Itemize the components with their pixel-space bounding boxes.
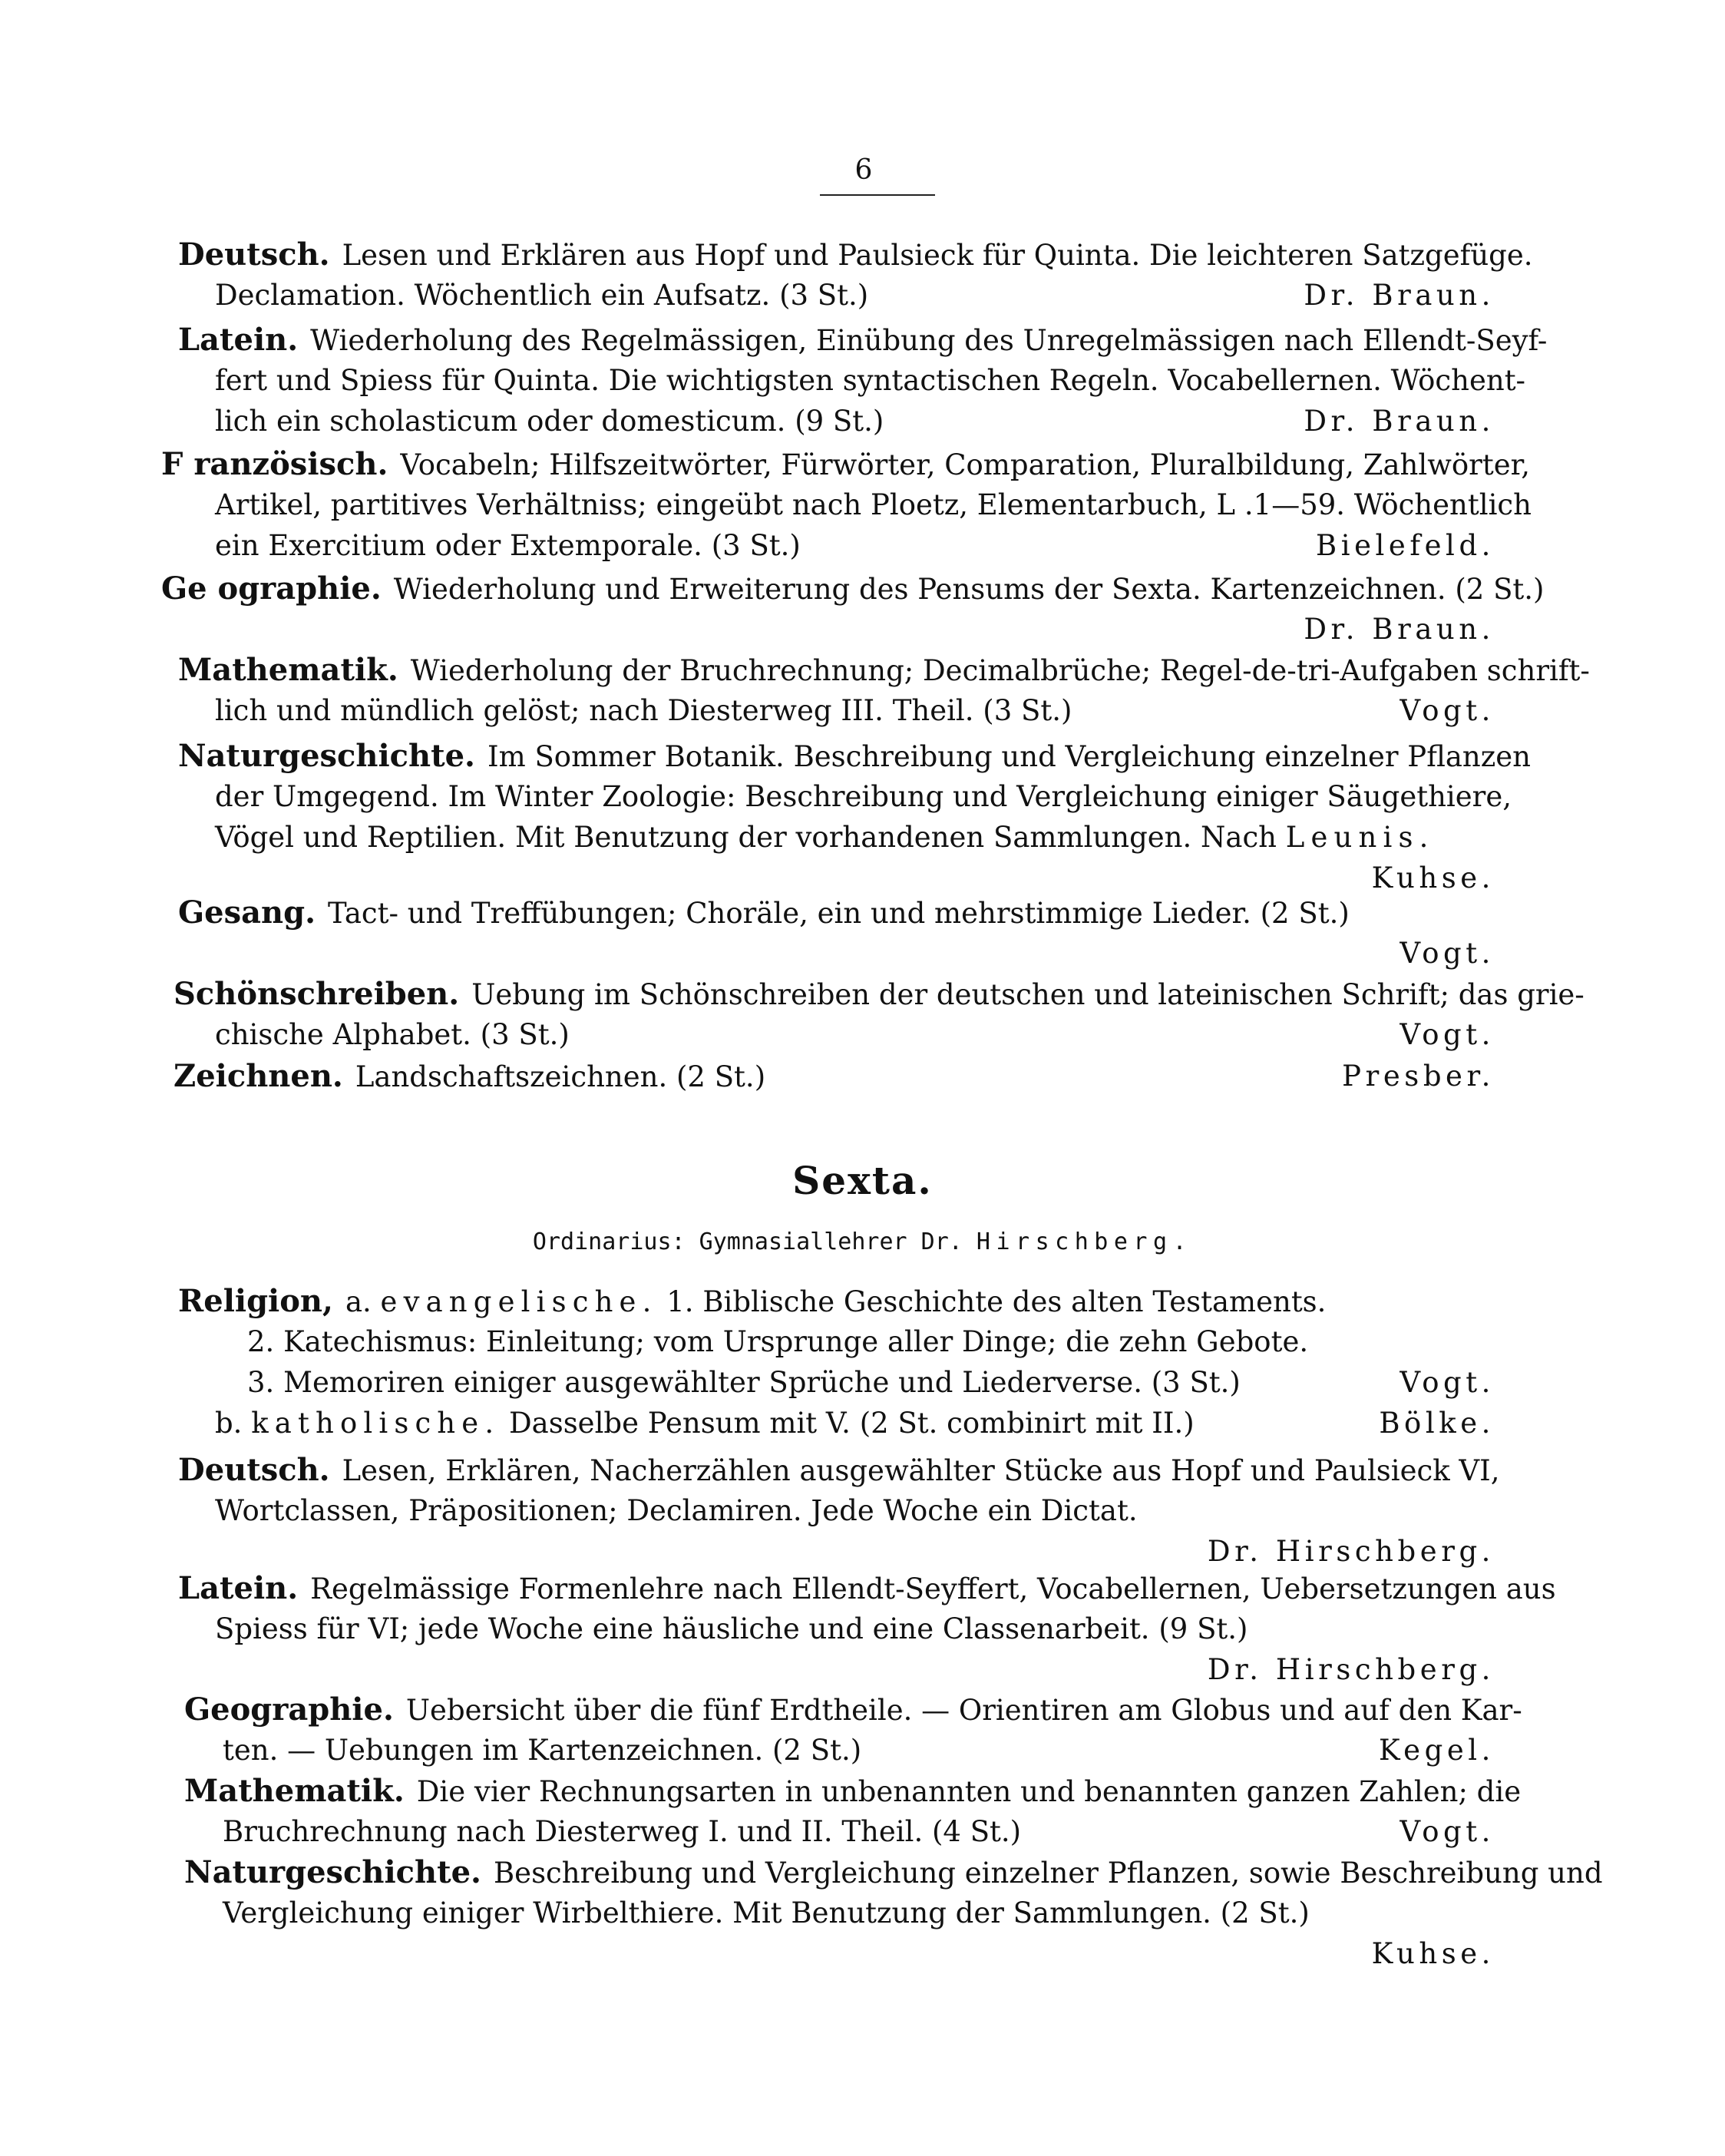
subject-title: Naturgeschichte. <box>184 1854 481 1890</box>
subject-title: Religion, <box>178 1283 333 1319</box>
entry-sexta-latein <box>178 1568 1583 1690</box>
teacher-name: Vogt. <box>1399 937 1495 970</box>
entry-text: Landschaftszeichnen. (2 St.) <box>355 1060 766 1093</box>
teacher-name: Kuhse. <box>1371 1937 1495 1970</box>
entry-quinta-franzoesisch <box>161 444 1566 566</box>
religion-kind: evangelische. <box>380 1285 658 1318</box>
author-name: Leunis. <box>1285 821 1435 854</box>
entry-sexta-deutsch <box>178 1450 1583 1572</box>
teacher-name: Bielefeld. <box>1315 529 1495 562</box>
entry-text: Regelmässige Formenlehre nach Ellendt-Seyffert, Vocabellernen, Uebersetzungen aus <box>310 1572 1556 1605</box>
entry-quinta-mathematik <box>178 650 1590 731</box>
entry-text: Declamation. Wöchentlich ein Aufsatz. (3 St.) <box>215 279 869 312</box>
entry-quinta-zeichnen <box>173 1056 1578 1096</box>
entry-text: lich ein scholasticum oder domesticum. (9 St.) <box>215 405 884 438</box>
entry-text: Wiederholung des Regelmässigen, Einübung des Unregelmässigen nach Ellendt-Seyf- <box>310 324 1548 357</box>
subject-title: Latein. <box>178 1570 299 1606</box>
subject-title: F ranzösisch. <box>161 446 388 482</box>
teacher-name: Dr. Hirschberg. <box>1207 1653 1495 1686</box>
teacher-name: Vogt. <box>1399 1366 1495 1399</box>
entry-quinta-schoenschreiben <box>173 974 1585 1055</box>
subject-title: Geographie. <box>184 1691 394 1728</box>
teacher-name: Dr. Braun. <box>1304 279 1495 312</box>
entry-quinta-naturgeschichte <box>178 736 1583 898</box>
teacher-name: Vogt. <box>1399 694 1495 727</box>
ordinarius-name: Hirschberg. <box>976 1228 1193 1255</box>
entry-sexta-mathematik <box>184 1771 1589 1852</box>
entry-text: Bruchrechnung nach Diesterweg I. und II. Theil. (4 St.) <box>223 1815 1022 1848</box>
subject-title: Zeichnen. <box>173 1058 343 1094</box>
entry-text: Die vier Rechnungsarten in unbenannten und benannten ganzen Zahlen; die <box>416 1775 1522 1808</box>
teacher-name: Presber. <box>1342 1060 1495 1093</box>
entry-text: Lesen, Erklären, Nacherzählen ausgewählter Stücke aus Hopf und Paulsieck VI, <box>342 1454 1500 1487</box>
entry-text: ten. — Uebungen im Kartenzeichnen. (2 St.) <box>223 1734 862 1767</box>
entry-text: Beschreibung und Vergleichung einzelner Pflanzen, sowie Beschreibung und <box>493 1857 1603 1890</box>
teacher-name: Vogt. <box>1399 1018 1495 1051</box>
entry-text: fert und Spiess für Quinta. Die wichtigsten syntactischen Regeln. Vocabellernen. Wöchent- <box>215 364 1526 397</box>
entry-text: 3. Memoriren einiger ausgewählter Sprüche und Liederverse. (3 St.) <box>247 1366 1241 1399</box>
entry-text: lich und mündlich gelöst; nach Diesterweg III. Theil. (3 St.) <box>215 694 1072 727</box>
subject-title: Deutsch. <box>178 236 330 273</box>
teacher-name: Bölke. <box>1379 1407 1495 1440</box>
teacher-name: Dr. Braun. <box>1304 613 1495 646</box>
entry-sexta-naturgeschichte <box>184 1852 1603 1974</box>
entry-text: chische Alphabet. (3 St.) <box>215 1018 570 1051</box>
entry-quinta-geographie <box>161 568 1566 650</box>
religion-kind: katholische. <box>251 1407 501 1440</box>
subject-title: Gesang. <box>178 894 316 931</box>
entry-text: ein Exercitium oder Extemporale. (3 St.) <box>215 529 801 562</box>
religion-part-label: a. <box>345 1285 372 1318</box>
entry-text: Dasselbe Pensum mit V. (2 St. combinirt mit II.) <box>508 1407 1195 1440</box>
subject-title: Schönschreiben. <box>173 976 460 1012</box>
ordinarius-line <box>0 1227 1725 1258</box>
entry-text: Uebung im Schönschreiben der deutschen und lateinischen Schrift; das grie- <box>471 978 1585 1011</box>
subject-title: Deutsch. <box>178 1452 330 1488</box>
entry-text: Vocabeln; Hilfszeitwörter, Fürwörter, Comparation, Pluralbildung, Zahlwörter, <box>400 448 1530 481</box>
teacher-name: Kuhse. <box>1371 861 1495 894</box>
entry-quinta-gesang <box>178 892 1583 974</box>
entry-quinta-deutsch <box>178 234 1583 316</box>
teacher-name: Dr. Hirschberg. <box>1207 1535 1495 1568</box>
teacher-name: Dr. Braun. <box>1304 405 1495 438</box>
entry-text: Spiess für VI; jede Woche eine häusliche und eine Classenarbeit. (9 St.) <box>215 1612 1248 1645</box>
entry-text: Lesen und Erklären aus Hopf und Paulsieck für Quinta. Die leichteren Satzgefüge. <box>342 239 1533 272</box>
entry-sexta-geographie <box>184 1689 1589 1771</box>
entry-text: 2. Katechismus: Einleitung; vom Ursprunge aller Dinge; die zehn Gebote. <box>247 1325 1309 1358</box>
entry-text: Artikel, partitives Verhältniss; eingeübt nach Ploetz, Elementarbuch, L .1—59. Wöchentlich <box>215 488 1532 521</box>
subject-title: Ge ographie. <box>161 570 382 607</box>
teacher-name: Vogt. <box>1399 1815 1495 1848</box>
subject-title: Latein. <box>178 322 299 358</box>
page-number-rule <box>820 194 935 196</box>
entry-text: Wortclassen, Präpositionen; Declamiren. Jede Woche ein Dictat. <box>215 1494 1138 1527</box>
page-number: 6 <box>854 154 873 186</box>
entry-text: 1. Biblische Geschichte des alten Testaments. <box>666 1285 1327 1318</box>
ordinarius-label: Ordinarius: Gymnasiallehrer Dr. <box>532 1228 963 1255</box>
entry-quinta-latein <box>178 319 1583 441</box>
entry-text: Wiederholung der Bruchrechnung; Decimalbrüche; Regel-de-tri-Aufgaben schrift- <box>410 654 1590 687</box>
entry-text: Tact- und Treffübungen; Choräle, ein und mehrstimmige Lieder. (2 St.) <box>328 897 1350 930</box>
section-heading-sexta: Sexta. <box>792 1158 933 1203</box>
entry-text: Uebersicht über die fünf Erdtheile. — Orientiren am Globus und auf den Kar- <box>405 1694 1522 1727</box>
subject-title: Mathematik. <box>184 1773 405 1809</box>
entry-text: Vögel und Reptilien. Mit Benutzung der vorhandenen Sammlungen. Nach <box>215 821 1277 854</box>
entry-text: Wiederholung und Erweiterung des Pensums der Sexta. Kartenzeichnen. (2 St.) <box>393 573 1545 606</box>
entry-text: der Umgegend. Im Winter Zoologie: Beschreibung und Vergleichung einiger Säugethiere, <box>215 780 1512 813</box>
entry-sexta-religion <box>178 1281 1583 1443</box>
entry-text: Im Sommer Botanik. Beschreibung und Vergleichung einzelner Pflanzen <box>487 740 1531 773</box>
entry-text: Vergleichung einiger Wirbelthiere. Mit Benutzung der Sammlungen. (2 St.) <box>223 1896 1310 1929</box>
teacher-name: Kegel. <box>1378 1734 1495 1767</box>
subject-title: Mathematik. <box>178 652 398 688</box>
religion-part-label: b. <box>215 1407 243 1440</box>
subject-title: Naturgeschichte. <box>178 738 475 774</box>
